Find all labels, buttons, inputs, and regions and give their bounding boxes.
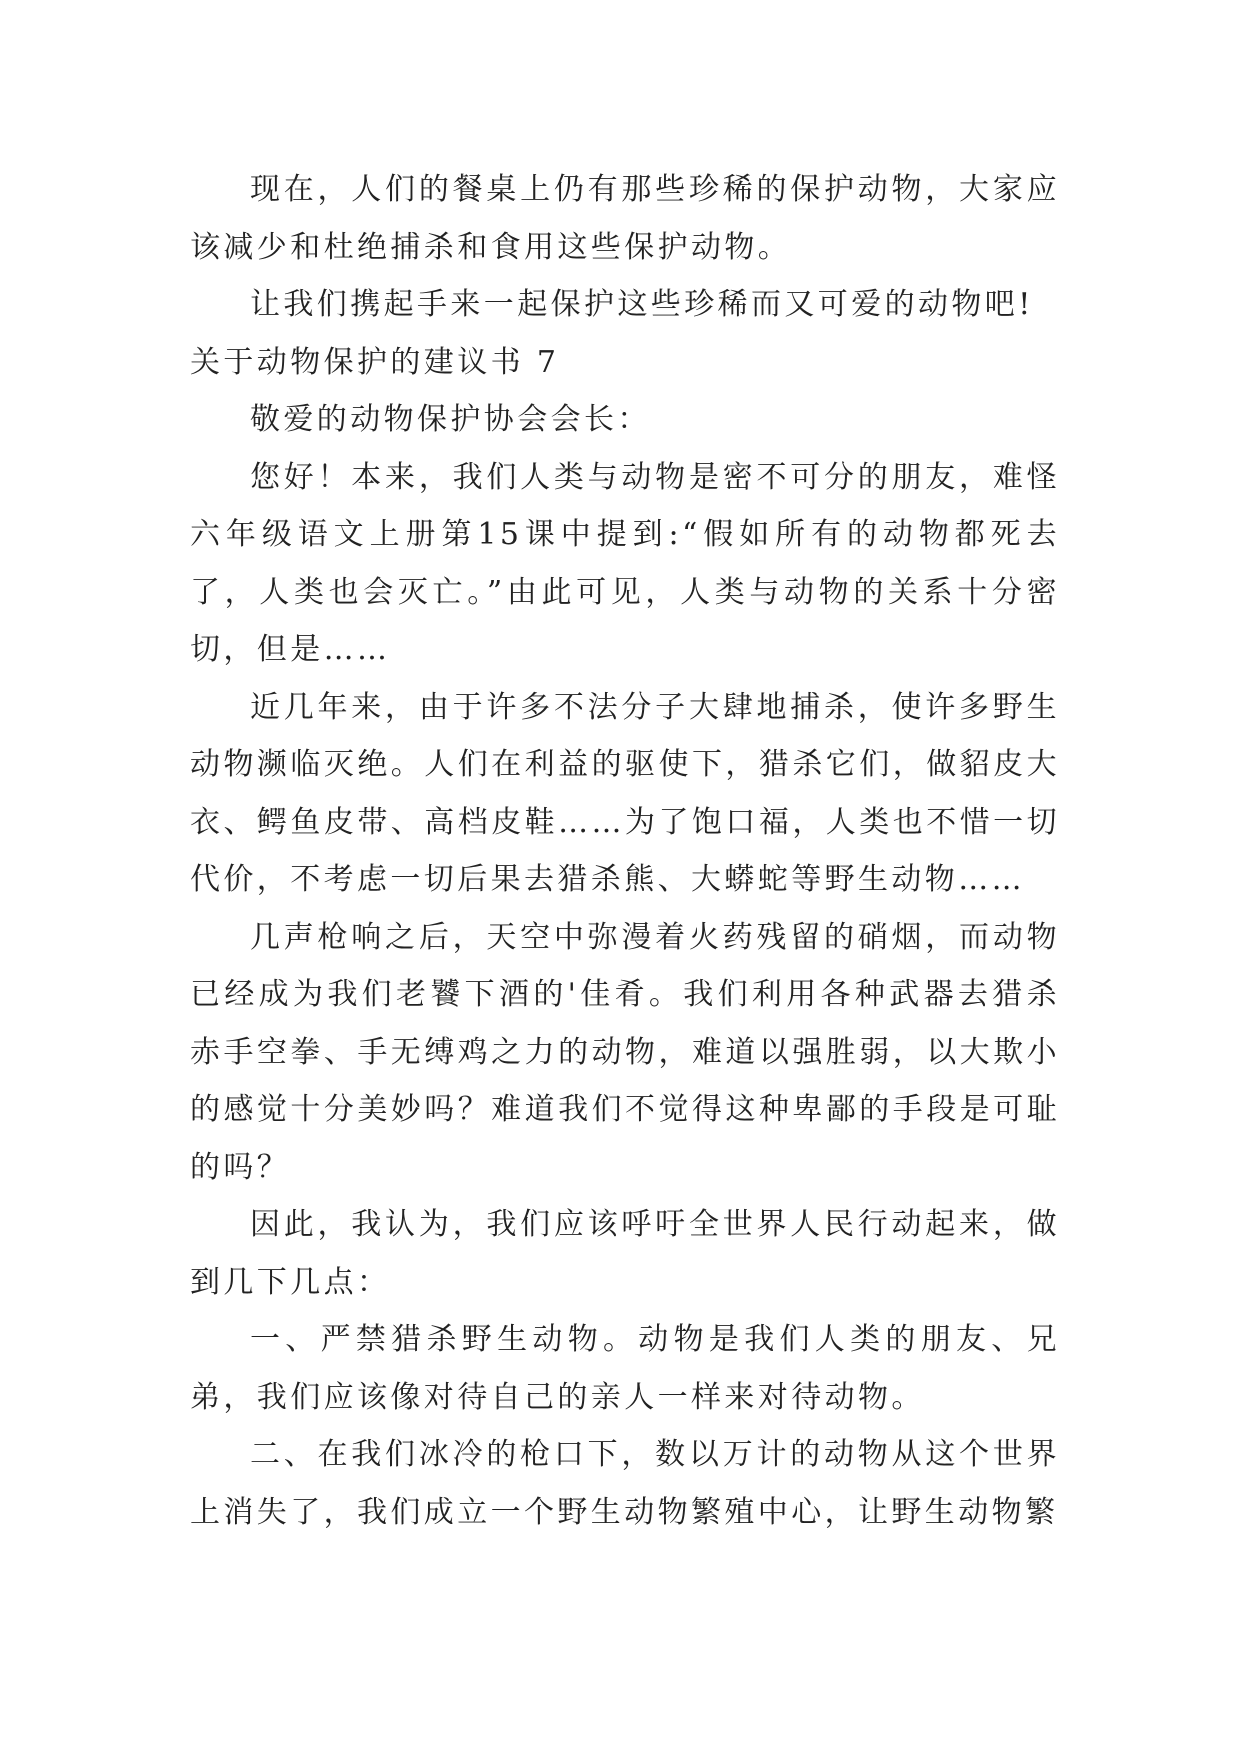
salutation: 敬爱的动物保护协会会长： <box>250 402 651 437</box>
paragraph-point-one: 一、严禁猎杀野生动物。动物是我们人类的朋友、兄弟，我们应该像对待自己的亲人一样来对待动物。 <box>190 1322 1060 1415</box>
paragraph-poaching: 近几年来，由于许多不法分子大肆地捕杀，使许多野生动物濒临灭绝。人们在利益的驱使下，猎杀它们，做貂皮大衣、鳄鱼皮带、高档皮鞋……为了饱口福，人类也不惜一切代价，不考虑一切后果去猎杀熊、大蟒蛇等野生动物…… <box>190 689 1060 897</box>
paragraph-therefore: 因此，我认为，我们应该呼吁全世界人民行动起来，做到几下几点： <box>190 1207 1060 1300</box>
paragraph-protected-animals-table: 现在，人们的餐桌上仍有那些珍稀的保护动物，大家应该减少和杜绝捕杀和食用这些保护动物。 <box>190 172 1060 265</box>
paragraph-point-two: 二、在我们冰冷的枪口下，数以万计的动物从这个世界上消失了，我们成立一个野生动物繁殖中心，让野生动物繁 <box>190 1437 1060 1530</box>
paragraph-gunshots: 几声枪响之后，天空中弥漫着火药残留的硝烟，而动物已经成为我们老饕下酒的'佳肴。我们利用各种武器去猎杀赤手空拳、手无缚鸡之力的动物，难道以强胜弱，以大欺小的感觉十分美妙吗？难道我们不觉得这种卑鄙的手段是可耻的吗？ <box>190 919 1060 1185</box>
document-body <box>190 161 1060 1541</box>
paragraph-call-to-action: 让我们携起手来一起保护这些珍稀而又可爱的动物吧! <box>250 287 1034 322</box>
paragraph-greeting: 您好！本来，我们人类与动物是密不可分的朋友，难怪六年级语文上册第15课中提到:“假如所有的动物都死去了，人类也会灭亡。”由此可见，人类与动物的关系十分密切，但是…… <box>190 459 1060 667</box>
section-heading: 关于动物保护的建议书 7 <box>190 344 560 380</box>
